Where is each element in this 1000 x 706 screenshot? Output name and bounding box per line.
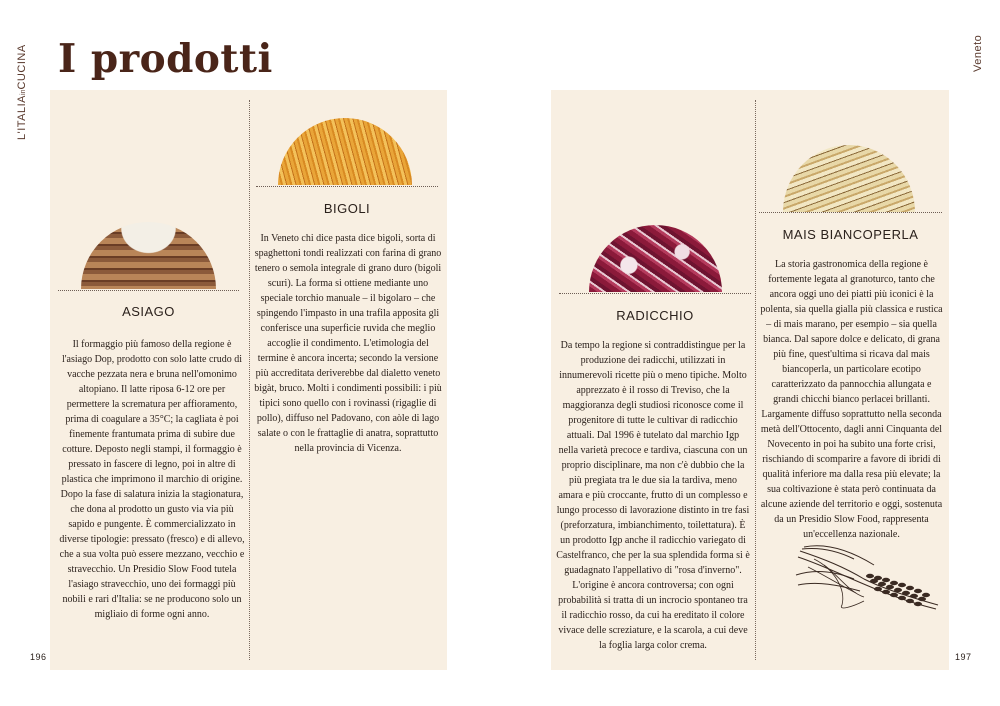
bigoli-title: BIGOLI (323, 201, 371, 216)
bigoli-description: In Veneto chi dice pasta dice bigoli, sorta di spaghettoni tondi realizzati con farina di grano tenero o semola integrale di grano duro (bigoli scuri). La forma si ottiene mediante uno speciale torchio manuale – il bigolaro – che spingendo l'impasto in una trafila apposita gli conferisce una superficie ruvida che meglio accoglie il condimento. L'etimologia del termine è ancora incerta; secondo la versione più accreditata deriverebbe dal dialetto veneto bigàt, bruco. Molti i condimenti possibili: i più tipici sono quello con i rovinassi (rigaglie di pollo), diffuso nel Padovano, con aòle di lago salate o con le frattaglie di anatra, soprattutto nella provincia di Vicenza. (254, 233, 442, 454)
radicchio-divider (559, 293, 751, 294)
corn-sketch-icon (794, 545, 944, 617)
radicchio-title: RADICCHIO (616, 308, 694, 323)
mais-description: La storia gastronomica della regione è fortemente legata al granoturco, tanto che ancora oggi uno dei piatti più iconici è la polenta, sia quella gialla più classica e rustica – di mais marano, per esempio – sia quella bianca. Dal sapore dolce e delicato, di grana più fine, quest'ultima si ricava dal mais biancoperla, un particolare ecotipo caratterizzato da pannocchia allungata e grandi chicchi bianco perlacei brillanti. Largamente diffuso soprattutto nella seconda metà dell'Ottocento, dagli anni Cinquanta del Novecento in poi ha subito una forte crisi, rischiando di scomparire a favore di ibridi di qualità inferiore ma dalla resa più elevate; la sua coltivazione è stata però continuata da alcune aziende del territorio e oggi, sostenuta da un Presidio Slow Food, rappresenta un'eccellenza nazionale. (760, 259, 943, 540)
mais-divider (759, 212, 942, 213)
column-divider (755, 100, 756, 660)
asiago-divider (58, 290, 239, 291)
bigoli-divider (256, 186, 438, 187)
radicchio-description: Da tempo la regione si contraddistingue per la produzione dei radicchi, utilizzati in innumerevoli ricette più o meno tipiche. Molto apprezzato è il rosso di Treviso, che la maggioranza degli studiosi riconosce come il progenitore di tutte le cultivar di radicchio attuali. Dal 1996 è tutelato dal marchio Igp nella varietà precoce e tardiva, ciascuna con un proprio disciplinare, ma non c'è dubbio che la più pregiata tra le due sia la tardiva, meno amara e più croccante, frutto di un complesso e lungo processo di lavorazione distinto in tre fasi (preforzatura, imbianchimento, toilettatura). È un prodotto Igp anche il radicchio variegato di Castelfranco, che per la sua splendida forma si è guadagnato l'appellativo di "rosa d'inverno". L'origine è ancora controversa; con ogni probabilità si tratta di un incrocio spontaneo tra il radicchio rosso, da cui ha ereditato il colore vivace delle screziature, e la scarola, a cui deve la foglia larga color crema. (556, 340, 750, 651)
page-number-left: 196 (30, 652, 47, 662)
region-label: Veneto (972, 34, 984, 72)
asiago-title: ASIAGO (122, 304, 175, 319)
column-divider (249, 100, 250, 660)
asiago-description: Il formaggio più famoso della regione è l'asiago Dop, prodotto con solo latte crudo di vacche pezzata nera e bruna nell'omonimo altopiano. Il latte riposa 6-12 ore per permettere la scrematura per affioramento, prima di coagulare a 35°C; la cagliata è poi finemente frantumata prima di subire due cotture. Deposto negli stampi, il formaggio è pressato in fascere di legno, poi in altre di plastica che imprimono il marchio di origine. Dopo la fase di salatura inizia la stagionatura, che dona al prodotto un gusto via via più sapido e pungente. È commercializzato in diverse tipologie: pressato (fresco) e di allevo, che a sua volta può essere mezzano, vecchio e stravecchio. Un Presidio Slow Food tutela l'asiago stravecchio, uno dei formaggi più nobili e rari d'Italia: se ne producono solo un migliaio di forme ogni anno. (59, 339, 245, 620)
page-number-right: 197 (955, 652, 972, 662)
page-title: I prodotti (58, 36, 273, 82)
mais-title: MAIS BIANCOPERLA (782, 227, 919, 242)
book-series-label: L'ITALIAinCUCINA (16, 44, 28, 140)
